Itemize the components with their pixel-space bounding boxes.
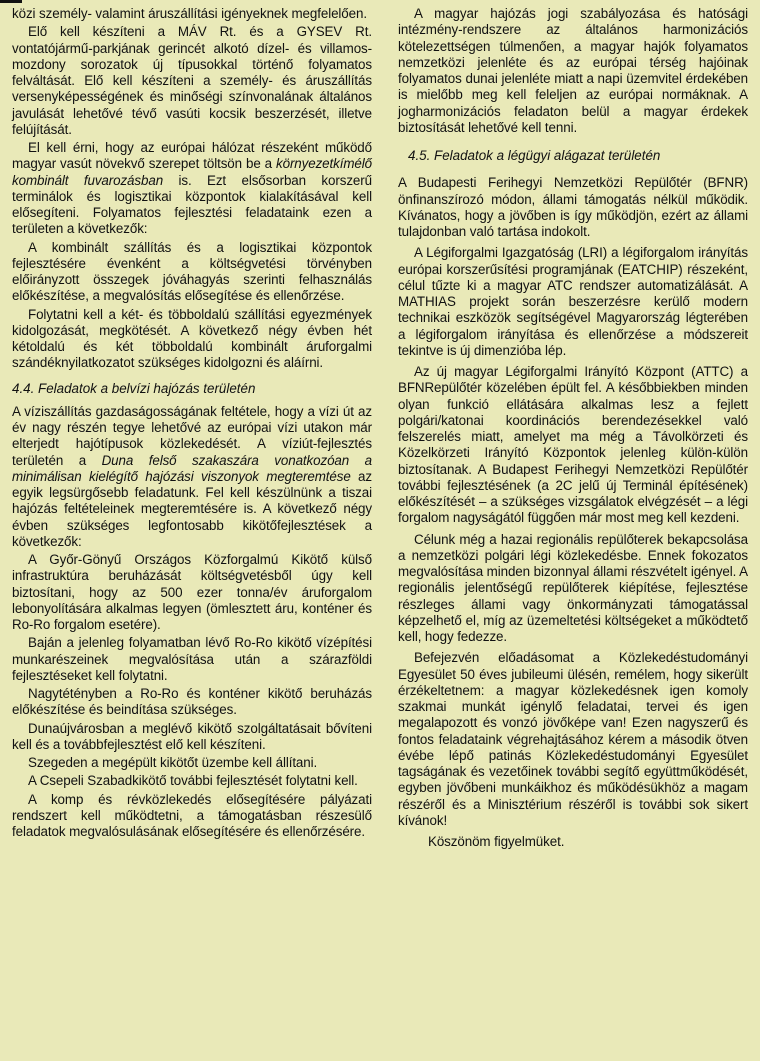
paragraph: Befejezvén előadásomat a Közlekedéstudományi Egyesület 50 éves jubileumi ülésén, remélem, hogy sikerült érzékeltetnem: a magyar közlekedésnek igen komoly szakmai munkát igénylő feladatai, tervei és igen megalapozott és vonzó jövőképe van! Ezen nagyszerű és fontos feladataink végrehajtásához kérem a második ötven évébe lépő patinás Közlekedéstudományi Egyesület tagságának és vezetőinek további segítő együttműködését, egyben jövőbeni munkáikhoz és működésükhöz a magam részéről és a Minisztérium részéről is további sok sikert kívánok! <box>398 650 748 828</box>
paragraph: Baján a jelenleg folyamatban lévő Ro-Ro kikötő vízépítési munkarészeinek megvalósítása után a szárazföldi fejlesztéseket kell folytatni. <box>12 635 372 683</box>
paragraph: Folytatni kell a két- és többoldalú szállítási egyezmények kidolgozását, megkötését. A következő négy évben hét kétoldalú és két többoldalú kombinált áruforgalmi szándéknyilatkozatot szükséges kidolgozni és aláírni. <box>12 306 372 371</box>
text-run: is. Ezt elsősorban korszerű terminálok és logisztikai központok kialakításával kell elősegíteni. Folyamatos fejlesztési feladataink ezen a területen a következők: <box>12 172 372 237</box>
section-heading-4-5: 4.5. Feladatok a légügyi alágazat területén <box>408 148 661 163</box>
paragraph: Elő kell készíteni a MÁV Rt. és a GYSEV Rt. vontatójármű-parkjának gerincét alkotó dízel- és villamos-mozdony sorozatok új típusokkal történő folyamatos felváltását. Elő kell készíteni a személy- és áruszállítás versenyképességének és minőségi színvonalának általános javulását lehetővé tévő vasúti kocsik beszerzését, illetve felújítását. <box>12 24 372 137</box>
text-run: az egyik legsürgősebb feladatunk. Fel kell készülnünk a tiszai hajózás feltételeinek megteremtésére is. A következő négy évben szükséges legfontosabb kikötőfejlesztések a következők: <box>12 468 372 549</box>
top-edge-mark <box>0 0 22 3</box>
text-run: A víziszállítás gazdaságosságának feltétele, hogy a vízi út az év nagy részén tegye lehetővé az európai vízi utakon már elterjedt hajótípusok közlekedését. A víziút-fejlesztés területén a <box>12 403 372 468</box>
emphasis: Duna felső szakaszára vonatkozóan a minimálisan kielégítő hajózási viszonyok megteremtése <box>12 452 372 484</box>
emphasis: környezetkímélő kombinált fuvarozásban <box>12 156 372 188</box>
paragraph: közi személy- valamint áruszállítási igényeknek megfelelően. <box>12 6 367 21</box>
text-run: El kell érni, hogy az európai hálózat részeként működő magyar vasút növekvő szerepet töltsön be a <box>12 140 372 172</box>
paragraph: A Csepeli Szabadkikötő további fejlesztését folytatni kell. <box>28 773 358 789</box>
paragraph: Az új magyar Légiforgalmi Irányító Központ (ATTC) a BFNRepülőtér közelében épült fel. A későbbiekben minden olyan funkció ellátására alkalmas lesz a fejlett polgári/katonai koordinációs berendezésekkel való felszerelés miatt, amelyet ma még a Távolkörzeti és Közelkörzeti Irányító Központok jelenleg külön-külön biztosítanak. A Budapest Ferihegyi Nemzetközi Repülőtér további fejlesztésének (a 2C jelű új Terminál építésének) előkészítését – a szükséges vizsgálatok elvégzését – a légi forgalom nagyságától függően már most meg kell kezdeni. <box>398 364 748 526</box>
paragraph: Nagytétényben a Ro-Ro és konténer kikötő beruházás előkészítése és beindítása szükséges. <box>12 686 372 718</box>
paragraph: Dunaújvárosban a meglévő kikötő szolgáltatásait bővíteni kell és a továbbfejlesztést elő kell készíteni. <box>12 720 372 752</box>
paragraph: Célunk még a hazai regionális repülőterek bekapcsolása a nemzetközi polgári légi közlekedésbe. Ennek fokozatos megvalósítása minden bizonnyal állami részvételt igényel. A regionális jelentőségű repülőterek kiépítése, fejlesztése részleges állami vagy önkormányzati támogatással képzelhető el, míg az üzemeltetési költségeket a működtető kell, hogy fedezze. <box>398 531 748 644</box>
paragraph: A Légiforgalmi Igazgatóság (LRI) a légiforgalom irányítás európai korszerűsítési programjának (EATCHIP) részeként, célul tűzte ki a magyar ATC rendszer automatizálását. A MATHIAS projekt során beszerzésre kerülő modern technikai eszközök segítségével Magyarország légterében a légiforgalom irányítása és ellenőrzése a módszereit tekintve is új dimenzióba lép. <box>398 245 748 358</box>
paragraph: A Budapesti Ferihegyi Nemzetközi Repülőtér (BFNR) önfinanszírozó módon, állami támogatás nélkül működik. Kívánatos, hogy a jövőben is így működjön, ezért az állami tulajdonban való tartása indokolt. <box>398 175 748 239</box>
paragraph: A komp és révközlekedés elősegítésére pályázati rendszert kell működtetni, a támogatásban részesülő feladatok megvalósulásának elősegítésére és ellenőrzésére. <box>12 791 372 839</box>
paragraph: Szegeden a megépült kikötőt üzembe kell állítani. <box>28 755 318 770</box>
section-heading-4-4: 4.4. Feladatok a belvízi hajózás területén <box>12 380 256 396</box>
left-column <box>12 6 372 842</box>
right-column <box>398 6 748 855</box>
paragraph <box>12 140 372 238</box>
paragraph: A Győr-Gönyű Országos Közforgalmú Kikötő külső infrastruktúra beruházását költségvetésből úgy kell biztosítani, hogy az 500 ezer tonna/év áruforgalom lebonyolítására alkalmas legyen (ömlesztett áru, konténer és Ro-Ro forgalom esetére). <box>12 552 372 632</box>
paragraph: A magyar hajózás jogi szabályozása és hatósági intézmény-rendszere az általános harmonizációs kötelezettségen túlmenően, a magyar hajók folyamatos nemzetközi jelenléte és az európai térség hajóinak folyamatos dunai jelenléte miatt a napi üzemvitel érdekében is mielőbb meg kell feleljen az európai normáknak. A jogharmonizációs feladaton belül a magyar érdekek biztosítását lehetővé kell tenni. <box>398 6 748 135</box>
paragraph <box>12 404 372 550</box>
paragraph: A kombinált szállítás és a logisztikai központok fejlesztésére évenként a költségvetési törvényben előirányzott összegek jóváhagyás szerinti felhasználás előkészítése, a megvalósítás elősegítése és ellenőrzése. <box>12 239 372 304</box>
closing-line: Köszönöm figyelmüket. <box>428 834 565 849</box>
